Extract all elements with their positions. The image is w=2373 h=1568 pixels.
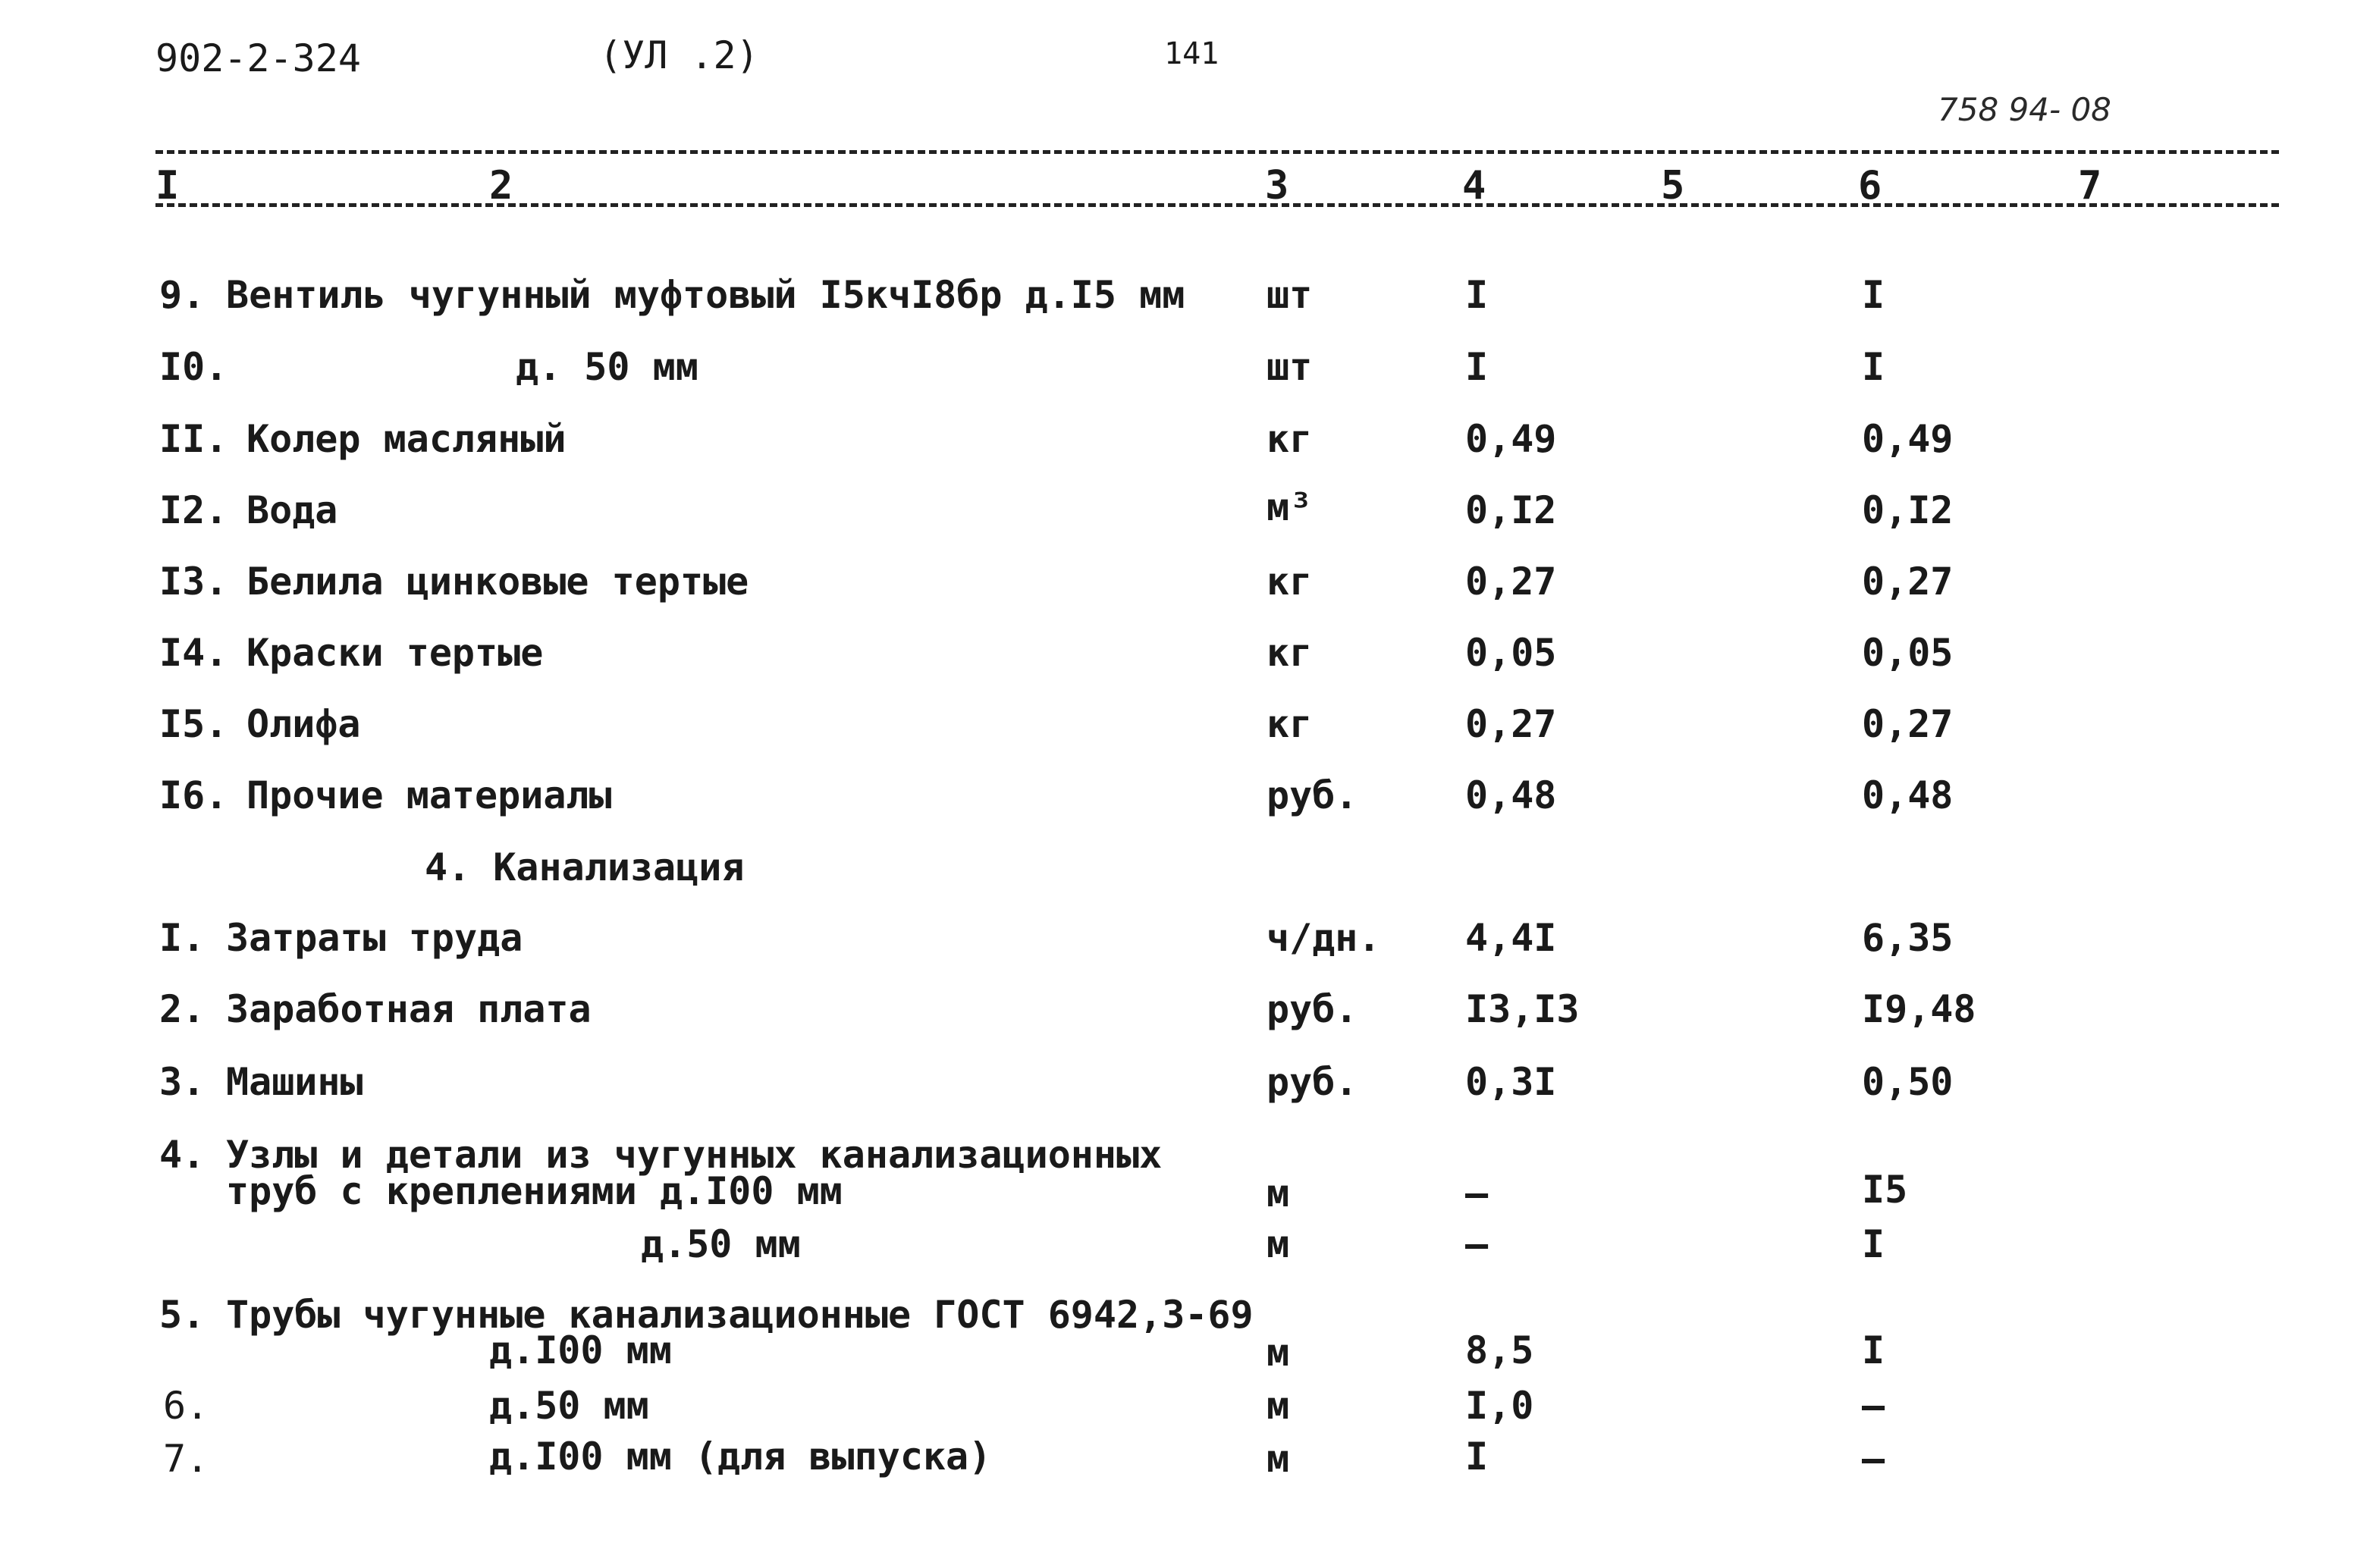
row-unit: м bbox=[1267, 1222, 1290, 1266]
row-col6: I9,48 bbox=[1862, 987, 1976, 1031]
row-col6: 0,05 bbox=[1862, 631, 1954, 675]
row-col4: – bbox=[1465, 1171, 1489, 1215]
row-col6: 0,I2 bbox=[1862, 488, 1954, 532]
row-col4: 0,49 bbox=[1465, 417, 1557, 461]
row-col6: – bbox=[1862, 1437, 1885, 1481]
row-name: д.I00 мм (для выпуска) bbox=[489, 1435, 992, 1479]
row-number: 4. bbox=[159, 1133, 206, 1177]
row-number: 7. bbox=[163, 1437, 209, 1481]
row-col4: I bbox=[1465, 345, 1489, 389]
row-col4: I,0 bbox=[1465, 1384, 1534, 1428]
row-col6: I bbox=[1862, 1328, 1885, 1372]
row-unit: кг bbox=[1267, 560, 1313, 604]
row-col4: 0,3I bbox=[1465, 1060, 1557, 1104]
row-col6: I5 bbox=[1862, 1168, 1908, 1212]
row-name: Колер масляный bbox=[246, 417, 567, 461]
row-unit: кг bbox=[1267, 631, 1313, 675]
sheet-label: (УЛ .2) bbox=[599, 33, 759, 77]
row-col6: I bbox=[1862, 273, 1885, 317]
row-name: Заработная плата bbox=[226, 987, 592, 1031]
row-name-line1: Узлы и детали из чугунных канализационных bbox=[226, 1133, 1163, 1177]
col-7: 7 bbox=[2078, 163, 2102, 209]
row-col4: 0,27 bbox=[1465, 702, 1557, 746]
col-4: 4 bbox=[1462, 163, 1486, 209]
row-name: д. 50 мм bbox=[516, 345, 698, 389]
row-unit: руб. bbox=[1267, 1060, 1358, 1104]
col-6: 6 bbox=[1858, 163, 1882, 209]
row-number: 5. bbox=[159, 1293, 206, 1337]
row-number: II. bbox=[159, 417, 228, 461]
row-unit: руб. bbox=[1267, 773, 1358, 817]
top-rule bbox=[155, 150, 2279, 154]
row-name: Вода bbox=[246, 488, 338, 532]
row-col6: 0,49 bbox=[1862, 417, 1954, 461]
row-number: I5. bbox=[159, 702, 228, 746]
row-col6: 0,27 bbox=[1862, 560, 1954, 604]
col-1: I bbox=[155, 163, 180, 209]
row-name: Вентиль чугунный муфтовый I5кчI8бр д.I5 мм bbox=[226, 273, 1185, 317]
row-name: Олифа bbox=[246, 702, 361, 746]
row-col6: 6,35 bbox=[1862, 916, 1954, 960]
row-unit: м bbox=[1267, 1171, 1290, 1215]
handwritten-stamp: 758 94- 08 bbox=[1938, 91, 2111, 128]
row-col4: I bbox=[1465, 1435, 1489, 1479]
row-col6: 0,48 bbox=[1862, 773, 1954, 817]
row-unit: м³ bbox=[1267, 485, 1313, 529]
row-name: Затраты труда bbox=[226, 916, 523, 960]
row-number: I6. bbox=[159, 773, 228, 817]
row-name: Белила цинковые тертые bbox=[246, 560, 749, 604]
row-number: I3. bbox=[159, 560, 228, 604]
column-rule bbox=[155, 203, 2279, 207]
row-col4: 0,48 bbox=[1465, 773, 1557, 817]
row-unit: м bbox=[1267, 1437, 1290, 1481]
row-unit: кг bbox=[1267, 417, 1313, 461]
col-5: 5 bbox=[1661, 163, 1685, 209]
row-name: д.50 мм bbox=[489, 1384, 649, 1428]
row-col6: – bbox=[1862, 1384, 1885, 1428]
row-name-line3: д.50 мм bbox=[641, 1222, 801, 1266]
row-col4: I bbox=[1465, 273, 1489, 317]
row-unit: м bbox=[1267, 1331, 1290, 1375]
row-name-line2: д.I00 мм bbox=[489, 1328, 672, 1372]
row-number: I0. bbox=[159, 345, 228, 389]
section-heading: 4. Канализация bbox=[425, 845, 745, 889]
col-2: 2 bbox=[489, 163, 513, 209]
row-number: 3. bbox=[159, 1060, 206, 1104]
row-col6: 0,50 bbox=[1862, 1060, 1954, 1104]
row-col4: 8,5 bbox=[1465, 1328, 1534, 1372]
row-col4: 0,05 bbox=[1465, 631, 1557, 675]
row-number: I4. bbox=[159, 631, 228, 675]
row-number: 6. bbox=[163, 1384, 209, 1428]
col-3: 3 bbox=[1265, 163, 1289, 209]
row-unit: руб. bbox=[1267, 987, 1358, 1031]
row-number: 9. bbox=[159, 273, 206, 317]
row-col4: I3,I3 bbox=[1465, 987, 1580, 1031]
row-name: Машины bbox=[226, 1060, 363, 1104]
row-number: 2. bbox=[159, 987, 206, 1031]
row-col6: I bbox=[1862, 345, 1885, 389]
row-number: I2. bbox=[159, 488, 228, 532]
row-name: Прочие материалы bbox=[246, 773, 612, 817]
row-col6: I bbox=[1862, 1222, 1885, 1266]
row-col6: 0,27 bbox=[1862, 702, 1954, 746]
page-number: 141 bbox=[1164, 36, 1219, 71]
row-col4: 0,27 bbox=[1465, 560, 1557, 604]
row-name-line2: труб с креплениями д.I00 мм bbox=[226, 1169, 843, 1213]
row-unit: шт bbox=[1267, 345, 1313, 389]
row-name: Краски тертые bbox=[246, 631, 544, 675]
row-col4: 0,I2 bbox=[1465, 488, 1557, 532]
document-code: 902-2-324 bbox=[155, 36, 361, 80]
row-col4: – bbox=[1465, 1222, 1489, 1266]
row-unit: ч/дн. bbox=[1267, 916, 1381, 960]
row-unit: м bbox=[1267, 1384, 1290, 1428]
row-unit: шт bbox=[1267, 273, 1313, 317]
row-col4: 4,4I bbox=[1465, 916, 1557, 960]
row-number: I. bbox=[159, 916, 206, 960]
row-unit: кг bbox=[1267, 702, 1313, 746]
row-name-line1: Трубы чугунные канализационные ГОСТ 6942,3-69 bbox=[226, 1293, 1254, 1337]
